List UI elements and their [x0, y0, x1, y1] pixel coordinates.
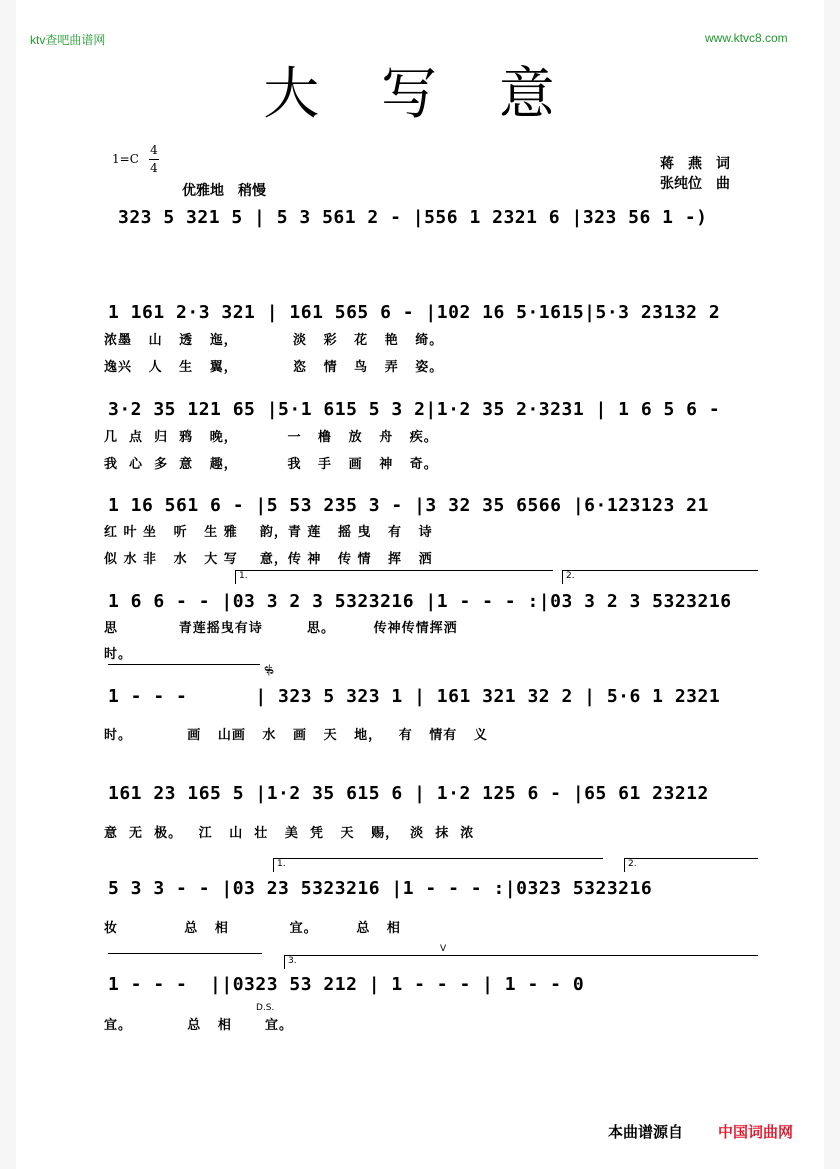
segno-bracket: [108, 664, 260, 665]
volta-2b-label: 2.: [628, 859, 637, 869]
lyrics-row-4-verse-1: 红 叶 坐 听 生 雅 韵，青 莲 摇 曳 有 诗: [104, 525, 433, 540]
key-signature: 1=C: [112, 152, 139, 166]
tempo-marking: 优雅地 稍慢: [182, 183, 266, 199]
notation-row-4: 1 16 561 6 - |5 53 235 3 - |3 32 35 6566 |6·123123 21: [108, 495, 709, 516]
right-site-link[interactable]: www.ktvc8.com: [705, 31, 788, 45]
time-signature-bottom: 4: [150, 161, 158, 175]
volta-1b-bracket-edge: [273, 858, 274, 872]
volta-2-bracket-edge: [562, 570, 563, 584]
notation-row-2: 1 161 2·3 321 | 161 565 6 - |102 16 5·1615|5·3 23132 2: [108, 302, 721, 323]
lyricist-credit: 蒋 燕 词: [660, 156, 730, 172]
volta-2-bracket: [562, 570, 758, 571]
song-title: 大 写 意: [263, 62, 577, 127]
lyrics-row-2-verse-1: 浓墨 山 透 迤， 淡 彩 花 艳 绮。: [104, 333, 444, 348]
right-margin-strip: [824, 0, 840, 1169]
lyrics-row-4-verse-2: 似 水 非 水 大 写 意，传 神 传 情 挥 洒: [104, 552, 433, 567]
footer-source-site[interactable]: 中国词曲网: [718, 1123, 794, 1141]
notation-row-5: 1 6 6 - - |03 3 2 3 5323216 |1 - - - :|03 3 2 3 5323216: [108, 591, 732, 612]
time-signature-bar: [149, 159, 159, 160]
lyrics-row-7: 意 无 极。 江 山 壮 美 凭 天 赐， 淡 抹 浓: [104, 826, 475, 841]
lyrics-row-5-verse-2: 时。: [104, 647, 133, 662]
lyrics-row-2-verse-2: 逸兴 人 生 翼， 恣 情 鸟 弄 姿。: [104, 360, 444, 375]
footer-source-label: 本曲谱源自: [608, 1123, 684, 1141]
volta-1b-bracket: [273, 858, 603, 859]
lyrics-row-5-verse-1: 思 青莲摇曳有诗 思。 传神传情挥洒: [104, 621, 458, 636]
volta-1b-label: 1.: [277, 859, 286, 869]
segno-icon: 𝄋: [261, 659, 279, 682]
left-site-link[interactable]: ktv查吧曲谱网: [30, 33, 106, 47]
notation-row-6: 1 - - - | 323 5 323 1 | 161 321 32 2 | 5·6 1 2321: [108, 686, 721, 707]
notation-row-3: 3·2 35 121 65 |5·1 615 5 3 2|1·2 35 2·3231 | 1 6 5 6 -: [108, 399, 721, 420]
lyrics-row-3-verse-2: 我 心 多 意 趣， 我 手 画 神 奇。: [104, 457, 438, 472]
notation-row-7: 161 23 165 5 |1·2 35 615 6 | 1·2 125 6 - |65 61 23212: [108, 783, 709, 804]
notation-row-8: 5 3 3 - - |03 23 5323216 |1 - - - :|0323 5323216: [108, 878, 653, 899]
lyrics-row-3-verse-1: 几 点 归 鸦 晚， 一 橹 放 舟 疾。: [104, 430, 438, 445]
lyrics-row-6: 时。 画 山画 水 画 天 地， 有 情有 义: [104, 728, 488, 743]
fermata-mark: V: [440, 944, 447, 954]
coda-bracket: [108, 953, 262, 954]
volta-2-label: 2.: [566, 571, 575, 581]
time-signature-top: 4: [150, 143, 158, 157]
lyrics-row-9: 宜。 总 相 宜。: [104, 1018, 293, 1033]
volta-2b-bracket-edge: [624, 858, 625, 872]
volta-1-bracket-edge: [235, 570, 236, 584]
volta-1-bracket: [235, 570, 553, 571]
volta-2b-bracket: [624, 858, 758, 859]
left-margin-strip: [0, 0, 16, 1169]
time-signature: [148, 144, 160, 175]
volta-1-label: 1.: [239, 571, 248, 581]
notation-row-9: 1 - - - ||0323 53 212 | 1 - - - | 1 - - 0: [108, 974, 585, 995]
volta-3-bracket-edge: [284, 955, 285, 969]
notation-row-1: 323 5 321 5 | 5 3 561 2 - |556 1 2321 6 |323 56 1 -): [118, 207, 708, 228]
composer-credit: 张纯位 曲: [660, 176, 730, 192]
volta-3-bracket: [284, 955, 758, 956]
lyrics-row-8: 妆 总 相 宜。 总 相: [104, 921, 401, 936]
volta-3-label: 3.: [288, 956, 297, 966]
da-segno-mark: D.S.: [256, 1003, 275, 1013]
